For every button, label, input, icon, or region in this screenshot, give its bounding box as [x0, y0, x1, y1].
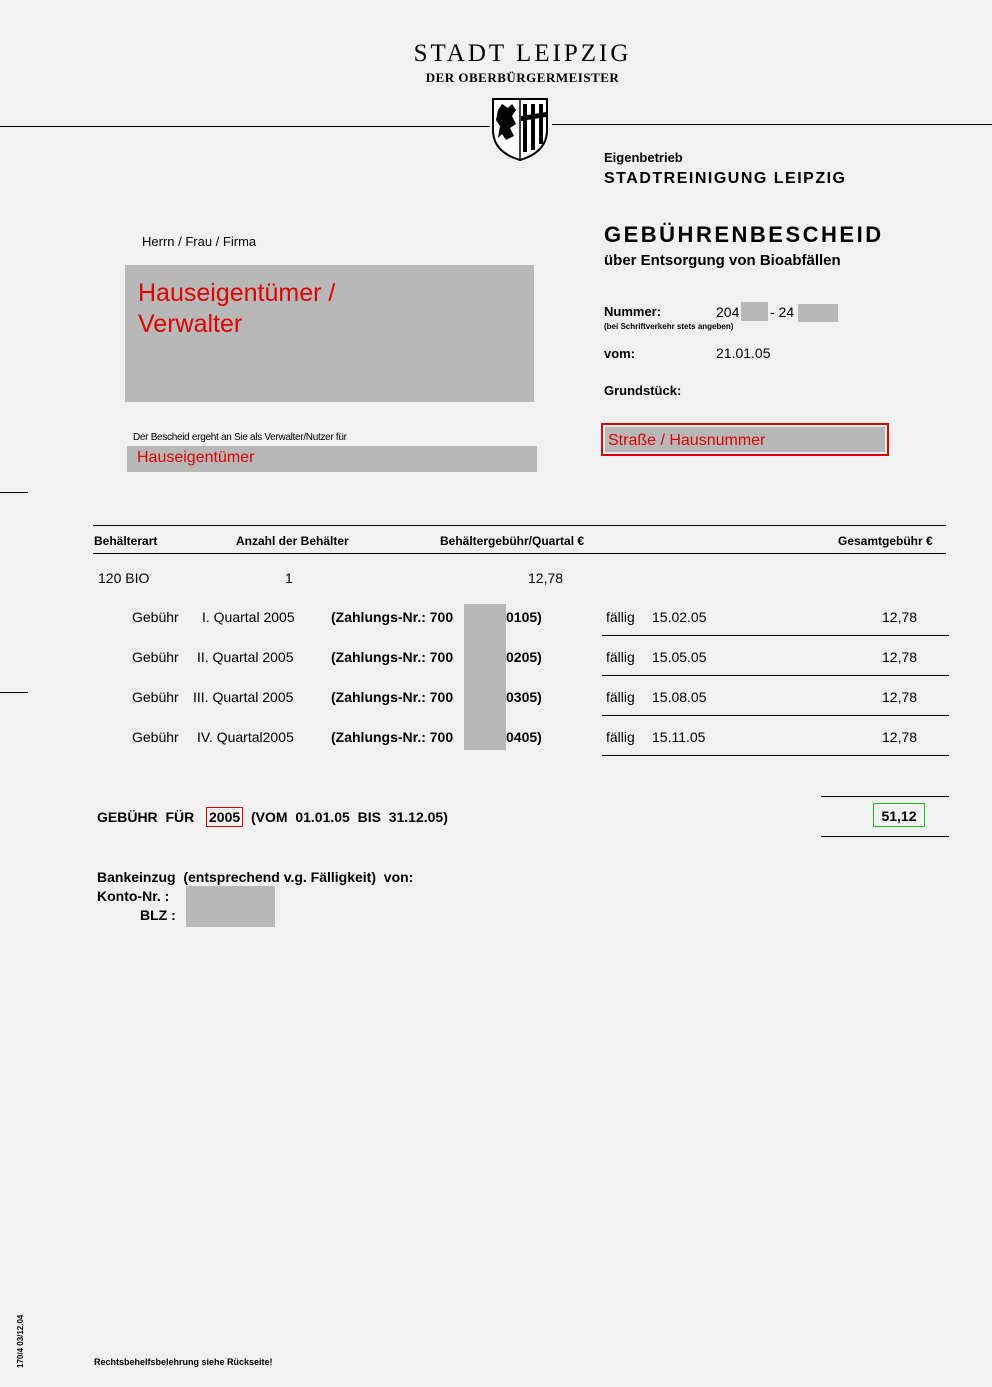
summary-year: 2005	[206, 807, 243, 827]
table-header-rule	[93, 553, 946, 554]
header-gebuehr: Behältergebühr/Quartal €	[440, 534, 585, 548]
zahlungs-suffix: 0305)	[506, 689, 542, 705]
quarter-label: Gebühr	[132, 649, 179, 665]
total-rule-bottom	[821, 836, 949, 837]
blz-label: BLZ :	[140, 907, 176, 923]
total-rule-top	[821, 796, 949, 797]
vom-value: 21.01.05	[716, 345, 771, 361]
header-behaelterart: Behälterart	[94, 534, 158, 548]
coat-of-arms-icon	[490, 96, 550, 162]
quarter-amount: 12,78	[882, 609, 918, 625]
quarter-rule-4	[602, 755, 949, 756]
zahlungs-suffix: 0105)	[506, 609, 542, 625]
quarter-name: IV. Quartal2005	[197, 729, 294, 745]
main-row-gebuehr: 12,78	[528, 570, 564, 586]
recipient-note: Der Bescheid ergeht an Sie als Verwalter/Nutzer für	[133, 432, 347, 443]
quarter-rule-1	[602, 635, 949, 636]
quarter-rule-3	[602, 715, 949, 716]
side-code: 170/4 03/12.04	[16, 1314, 25, 1368]
fold-mark-1	[0, 492, 28, 493]
grundstueck-label: Grundstück:	[604, 383, 682, 398]
footer-note: Rechtsbehelfsbelehrung siehe Rückseite!	[94, 1357, 273, 1367]
vom-label: vom:	[604, 346, 636, 361]
salutation: Herrn / Frau / Firma	[142, 234, 257, 249]
recipient-address-box	[125, 265, 534, 402]
recipient-name-line1: Hauseigentümer /	[138, 279, 336, 307]
quarter-label: Gebühr	[132, 729, 179, 745]
faellig-label: fällig	[606, 729, 635, 745]
recipient-name-line2: Verwalter	[138, 310, 243, 338]
faellig-date: 15.08.05	[652, 689, 707, 705]
grundstueck-value: Straße / Hausnummer	[608, 432, 766, 449]
faellig-date: 15.05.05	[652, 649, 707, 665]
quarter-amount: 12,78	[882, 649, 918, 665]
document-title: GEBÜHRENBESCHEID	[604, 222, 884, 247]
nummer-redaction-2	[798, 304, 838, 322]
header-rule-left	[0, 126, 490, 127]
zahlungs-prefix: (Zahlungs-Nr.: 700	[331, 609, 454, 625]
faellig-label: fällig	[606, 689, 635, 705]
quarter-name: I. Quartal 2005	[202, 609, 295, 625]
header-gesamt: Gesamtgebühr €	[838, 534, 933, 548]
quarter-rule-2	[602, 675, 949, 676]
zahlungs-redaction	[464, 604, 506, 750]
total-amount: 51,12	[873, 803, 925, 827]
main-row-art: 120 BIO	[98, 570, 150, 586]
main-row-anzahl: 1	[285, 570, 293, 586]
faellig-date: 15.11.05	[652, 729, 706, 745]
faellig-label: fällig	[606, 649, 635, 665]
zahlungs-prefix: (Zahlungs-Nr.: 700	[331, 689, 454, 705]
table-top-rule	[93, 525, 946, 526]
grundstueck-field	[601, 423, 889, 456]
owner-box	[127, 446, 537, 472]
zahlungs-prefix: (Zahlungs-Nr.: 700	[331, 649, 454, 665]
nummer-sep: - 24	[770, 304, 795, 320]
city-title: STADT LEIPZIG	[413, 40, 632, 67]
quarter-amount: 12,78	[882, 729, 918, 745]
quarter-label: Gebühr	[132, 689, 179, 705]
document-subtitle: über Entsorgung von Bioabfällen	[604, 252, 841, 269]
konto-label: Konto-Nr. :	[97, 888, 170, 904]
nummer-hint: (bei Schriftverkehr stets angeben)	[604, 322, 734, 331]
bank-line: Bankeinzug (entsprechend v.g. Fälligkeit) von:	[97, 869, 414, 885]
zahlungs-suffix: 0405)	[506, 729, 542, 745]
fold-mark-2	[0, 692, 28, 693]
zahlungs-prefix: (Zahlungs-Nr.: 700	[331, 729, 454, 745]
office-title: DER OBERBÜRGERMEISTER	[425, 70, 620, 85]
nummer-part1: 204	[716, 304, 740, 320]
quarter-label: Gebühr	[132, 609, 179, 625]
zahlungs-suffix: 0205)	[506, 649, 542, 665]
nummer-label: Nummer:	[604, 304, 662, 319]
header-anzahl: Anzahl der Behälter	[236, 534, 349, 548]
quarter-name: III. Quartal 2005	[193, 689, 294, 705]
sender-line2: STADTREINIGUNG LEIPZIG	[604, 170, 847, 187]
quarter-amount: 12,78	[882, 689, 918, 705]
faellig-label: fällig	[606, 609, 635, 625]
bank-redaction	[186, 886, 275, 927]
sender-line1: Eigenbetrieb	[604, 150, 683, 165]
header-rule-right	[552, 124, 992, 125]
owner-value: Hauseigentümer	[137, 449, 255, 466]
nummer-redaction-1	[741, 302, 768, 321]
quarter-name: II. Quartal 2005	[197, 649, 294, 665]
summary-label-pre: GEBÜHR FÜR	[97, 809, 195, 825]
summary-label-post: (VOM 01.01.05 BIS 31.12.05)	[251, 809, 448, 825]
faellig-date: 15.02.05	[652, 609, 707, 625]
